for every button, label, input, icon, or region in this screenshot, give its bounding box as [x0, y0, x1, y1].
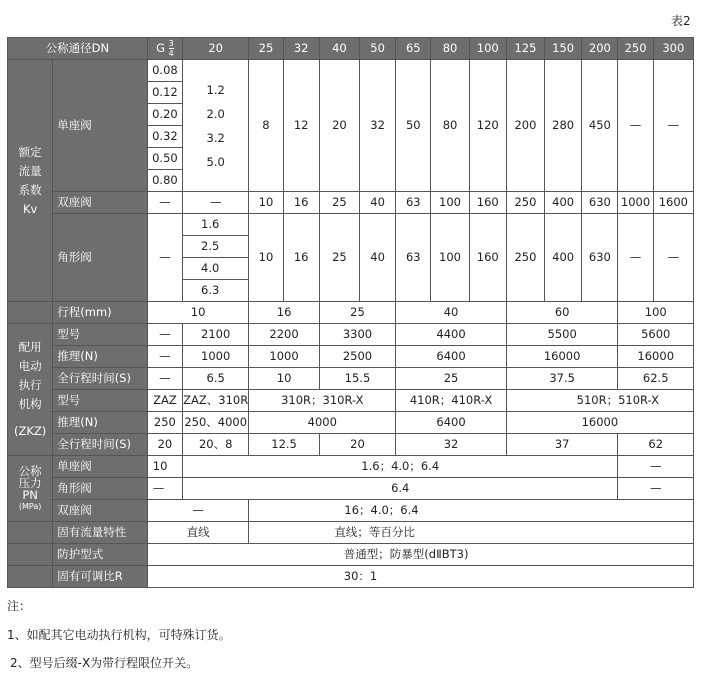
- table-row: [8, 434, 694, 456]
- actuator-thrust-value: 1000: [249, 346, 319, 368]
- zaz-model-value: 310R；310R-X: [249, 390, 396, 412]
- actuator-model-value: 2200: [249, 324, 319, 346]
- stroke-value: 16: [249, 302, 319, 324]
- stroke-value: 25: [319, 302, 395, 324]
- actuator-time-label: 全行程时间(S): [53, 368, 148, 390]
- notes-title: 注：: [7, 599, 32, 613]
- empty-group-cell: [8, 522, 53, 544]
- single-seat-label: 单座阀: [53, 60, 148, 192]
- kv-value: 1000: [618, 192, 653, 214]
- empty-group-cell: [8, 302, 53, 324]
- dn-g34-header: G $\frac{3}{4}$: [147, 38, 182, 60]
- zaz-model-value: 410R；410R-X: [396, 390, 507, 412]
- zaz-model-value: ZAZ: [147, 390, 182, 412]
- actuator-time-value: —: [147, 368, 182, 390]
- note-item: 2、型号后缀-X为带行程限位开关。: [10, 656, 199, 670]
- pressure-double-label: 双座阀: [53, 500, 148, 522]
- kv-value: 250: [506, 214, 544, 302]
- dn-size-cell: 20: [183, 38, 249, 60]
- kv-value: 8: [249, 60, 283, 192]
- flow-char-value: 直线；等百分比: [249, 522, 694, 544]
- table-row: [8, 60, 694, 192]
- kv-value: 630: [582, 192, 618, 214]
- zaz-time-value: 32: [396, 434, 507, 456]
- table-row: [8, 522, 694, 544]
- zaz-model-value: ZAZ、310R: [183, 390, 249, 412]
- pressure-value: 1.6；4.0；6.4: [183, 456, 618, 478]
- table-row: [8, 544, 694, 566]
- dn-size-cell: 200: [582, 38, 618, 60]
- kv-value: —: [147, 214, 182, 302]
- table-row: [8, 346, 694, 368]
- table-row: [8, 566, 694, 588]
- kv-value: 1600: [653, 192, 693, 214]
- kv-value: 200: [506, 60, 544, 192]
- kv-value: —: [653, 214, 693, 302]
- actuator-thrust-value: 16000: [506, 346, 618, 368]
- actuator-model-value: 5500: [506, 324, 618, 346]
- protection-label: 防护型式: [53, 544, 148, 566]
- zaz-time-value: 62: [618, 434, 694, 456]
- actuator-thrust-value: 2500: [319, 346, 395, 368]
- actuator-model-value: 3300: [319, 324, 395, 346]
- protection-value: 普通型；防暴型(dⅡBT3): [147, 544, 693, 566]
- table-row: [8, 214, 694, 302]
- empty-group-cell: [8, 566, 53, 588]
- pressure-group-label: 公称 压力 PN (MPa): [8, 456, 53, 522]
- dn-size-cell: 100: [469, 38, 506, 60]
- kv-value: 10: [249, 192, 283, 214]
- actuator-thrust-value: —: [147, 346, 182, 368]
- empty-group-cell: [8, 544, 53, 566]
- actuator-time-value: 6.5: [183, 368, 249, 390]
- actuator-group-label: 配用 电动 执行 机构 (ZKZ): [8, 324, 53, 456]
- table-row: [8, 390, 694, 412]
- stroke-value: 60: [506, 302, 618, 324]
- zaz-time-value: 20: [319, 434, 395, 456]
- kv-value: —: [653, 60, 693, 192]
- table-tag: 表2: [671, 14, 691, 28]
- kv-value: —: [618, 214, 653, 302]
- actuator-time-value: 25: [396, 368, 507, 390]
- zaz-model-value: 510R；510R-X: [506, 390, 693, 412]
- pressure-value: 16；4.0；6.4: [249, 500, 694, 522]
- kv-value: 16: [283, 214, 319, 302]
- zaz-thrust-label: 推理(N): [53, 412, 148, 434]
- double-seat-label: 双座阀: [53, 192, 148, 214]
- fraction-3-4: $\frac{3}{4}$: [168, 39, 174, 58]
- table-row: [8, 500, 694, 522]
- zaz-thrust-value: 6400: [396, 412, 507, 434]
- stroke-label: 行程(mm): [53, 302, 148, 324]
- actuator-model-label: 型号: [53, 324, 148, 346]
- kv-value: 50: [396, 60, 431, 192]
- kv-value: —: [618, 60, 653, 192]
- kv-value: 400: [545, 214, 582, 302]
- table-row: [8, 192, 694, 214]
- kv-value: 100: [431, 214, 469, 302]
- dn-size-cell: 80: [431, 38, 469, 60]
- pressure-angle-label: 角形阀: [53, 478, 148, 500]
- actuator-model-value: 4400: [396, 324, 507, 346]
- dn-header-label: 公称通径DN: [8, 38, 148, 60]
- pressure-value: —: [618, 456, 694, 478]
- table-row: [8, 478, 694, 500]
- table-row: [8, 368, 694, 390]
- dn-size-cell: 32: [283, 38, 319, 60]
- actuator-time-value: 15.5: [319, 368, 395, 390]
- pressure-single-label: 单座阀: [53, 456, 148, 478]
- actuator-model-value: 2100: [183, 324, 249, 346]
- angle-dn20: 1.6 2.5 4.0 6.3: [183, 214, 249, 302]
- kv-value: 12: [283, 60, 319, 192]
- kv-group-label: 额定 流量 系数 Kv: [8, 60, 53, 302]
- dn-size-cell: 65: [396, 38, 431, 60]
- zaz-model-label: 型号: [53, 390, 148, 412]
- actuator-model-value: 5600: [618, 324, 694, 346]
- zaz-time-value: 20: [147, 434, 182, 456]
- single-seat-dn20: 1.2 2.0 3.2 5.0: [183, 60, 249, 192]
- stroke-value: 40: [396, 302, 507, 324]
- dn-size-cell: 300: [653, 38, 693, 60]
- stroke-value: 100: [618, 302, 694, 324]
- table-row: [8, 302, 694, 324]
- table-row: [8, 324, 694, 346]
- kv-value: 400: [545, 192, 582, 214]
- kv-value: 25: [319, 192, 359, 214]
- dn-size-cell: 150: [545, 38, 582, 60]
- rangeability-value: 30：1: [147, 566, 693, 588]
- angle-valve-label: 角形阀: [53, 214, 148, 302]
- actuator-thrust-label: 推理(N): [53, 346, 148, 368]
- kv-value: —: [147, 192, 182, 214]
- kv-value: 630: [582, 214, 618, 302]
- dn-size-cell: 50: [360, 38, 396, 60]
- pressure-value: 10: [147, 456, 182, 478]
- kv-value: 32: [360, 60, 396, 192]
- dn-size-cell: 250: [618, 38, 653, 60]
- kv-value: 120: [469, 60, 506, 192]
- single-seat-g34: 0.08 0.12 0.20 0.32 0.50 0.80: [147, 60, 182, 192]
- note-item: 1、如配其它电动执行机构，可特殊订货。: [7, 628, 231, 642]
- actuator-time-value: 10: [249, 368, 319, 390]
- kv-value: 16: [283, 192, 319, 214]
- zaz-time-value: 37: [506, 434, 618, 456]
- kv-value: 63: [396, 192, 431, 214]
- flow-char-label: 固有流量特性: [53, 522, 148, 544]
- flow-char-value: 直线: [147, 522, 249, 544]
- actuator-thrust-value: 6400: [396, 346, 507, 368]
- pressure-value: 6.4: [183, 478, 618, 500]
- zaz-time-value: 12.5: [249, 434, 319, 456]
- kv-value: 25: [319, 214, 359, 302]
- kv-value: 20: [319, 60, 359, 192]
- zaz-time-value: 20、8: [183, 434, 249, 456]
- pressure-value: —: [147, 478, 182, 500]
- actuator-thrust-value: 16000: [618, 346, 694, 368]
- rangeability-label: 固有可调比R: [53, 566, 148, 588]
- kv-value: 80: [431, 60, 469, 192]
- kv-value: 63: [396, 214, 431, 302]
- kv-value: 280: [545, 60, 582, 192]
- zaz-thrust-value: 250、4000: [183, 412, 249, 434]
- zaz-thrust-value: 250: [147, 412, 182, 434]
- actuator-thrust-value: 1000: [183, 346, 249, 368]
- dn-size-cell: 40: [319, 38, 359, 60]
- zaz-thrust-value: 4000: [249, 412, 396, 434]
- kv-value: 10: [249, 214, 283, 302]
- spec-table: [7, 37, 694, 588]
- table-row: [8, 412, 694, 434]
- kv-value: 100: [431, 192, 469, 214]
- dn-size-cell: 25: [249, 38, 283, 60]
- actuator-model-value: —: [147, 324, 182, 346]
- zaz-thrust-value: 16000: [506, 412, 693, 434]
- stroke-value: 10: [147, 302, 249, 324]
- dn-size-cell: 125: [506, 38, 544, 60]
- kv-value: 40: [360, 214, 396, 302]
- actuator-time-value: 62.5: [618, 368, 694, 390]
- kv-value: 40: [360, 192, 396, 214]
- kv-value: 160: [469, 214, 506, 302]
- actuator-time-value: 37.5: [506, 368, 618, 390]
- kv-value: 250: [506, 192, 544, 214]
- zaz-time-label: 全行程时间(S): [53, 434, 148, 456]
- kv-value: —: [183, 192, 249, 214]
- table-row: [8, 456, 694, 478]
- table-row: [8, 38, 694, 60]
- kv-value: 160: [469, 192, 506, 214]
- kv-value: 450: [582, 60, 618, 192]
- pressure-value: —: [147, 500, 249, 522]
- pressure-value: —: [618, 478, 694, 500]
